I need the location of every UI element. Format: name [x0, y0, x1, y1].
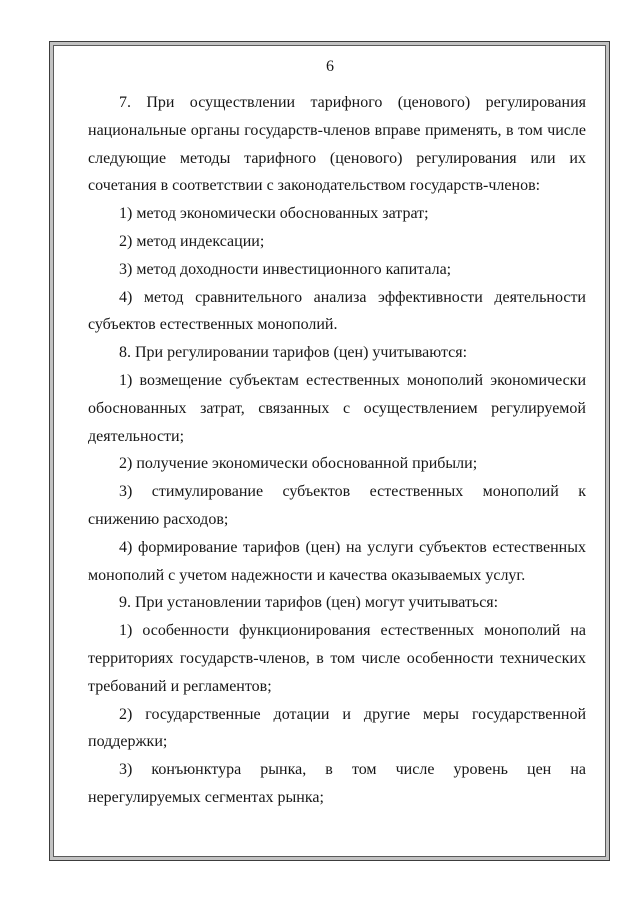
- text-line: 3) метод доходности инвестиционного капитала;: [119, 260, 452, 278]
- text-line: 4) формирование тарифов (цен) на услуги субъектов естественных: [119, 538, 586, 556]
- text-line: 3) стимулирование субъектов естественных монополий к: [119, 483, 586, 501]
- page-number: 6: [326, 58, 334, 75]
- text-line: сочетания в соответствии с законодательством государств-членов:: [88, 177, 541, 195]
- text-line: монополий с учетом надежности и качества оказываемых услуг.: [88, 566, 526, 584]
- text-line: 8. При регулировании тарифов (цен) учитываются:: [119, 344, 468, 362]
- list-item-9-1: [88, 617, 586, 700]
- list-item-8-2: [88, 450, 586, 478]
- list-item-8-4: [88, 534, 586, 590]
- paragraph-9: [88, 589, 586, 617]
- text-line: следующие методы тарифного (ценового) регулирования или их: [88, 149, 586, 167]
- text-line: 4) метод сравнительного анализа эффективности деятельности: [119, 288, 586, 306]
- text-line: 2) государственные дотации и другие меры государственной: [119, 705, 586, 723]
- text-line: 9. При установлении тарифов (цен) могут учитываться:: [119, 594, 499, 612]
- text-line: субъектов естественных монополий.: [88, 316, 338, 334]
- text-line: 1) метод экономически обоснованных затрат;: [119, 205, 429, 223]
- document-body: [88, 89, 586, 812]
- paragraph-7: [88, 89, 586, 200]
- text-line: деятельности;: [88, 427, 185, 445]
- text-line: снижению расходов;: [88, 510, 229, 528]
- list-item-7-2: [88, 228, 586, 256]
- paragraph-8: [88, 339, 586, 367]
- text-line: 1) возмещение субъектам естественных монополий экономически: [119, 371, 586, 389]
- list-item-7-1: [88, 200, 586, 228]
- text-line: территориях государств-членов, в том числе особенности технических: [88, 649, 586, 667]
- list-item-9-2: [88, 701, 586, 757]
- text-line: 7. При осуществлении тарифного (ценового) регулирования: [119, 94, 586, 111]
- list-item-7-4: [88, 284, 586, 340]
- text-line: национальные органы государств-членов вправе применять, в том числе: [88, 121, 586, 139]
- text-line: 1) особенности функционирования естественных монополий на: [119, 622, 586, 640]
- text-line: 2) получение экономически обоснованной прибыли;: [119, 455, 478, 473]
- text-line: требований и регламентов;: [88, 677, 272, 695]
- list-item-9-3: [88, 756, 586, 812]
- list-item-7-3: [88, 256, 586, 284]
- text-line: поддержки;: [88, 733, 168, 751]
- list-item-8-3: [88, 478, 586, 534]
- list-item-8-1: [88, 367, 586, 450]
- text-line: 3) конъюнктура рынка, в том числе уровень цен на: [119, 761, 586, 779]
- text-line: 2) метод индексации;: [119, 232, 265, 250]
- text-line: обоснованных затрат, связанных с осуществлением регулируемой: [88, 399, 586, 417]
- text-line: нерегулируемых сегментах рынка;: [88, 788, 324, 806]
